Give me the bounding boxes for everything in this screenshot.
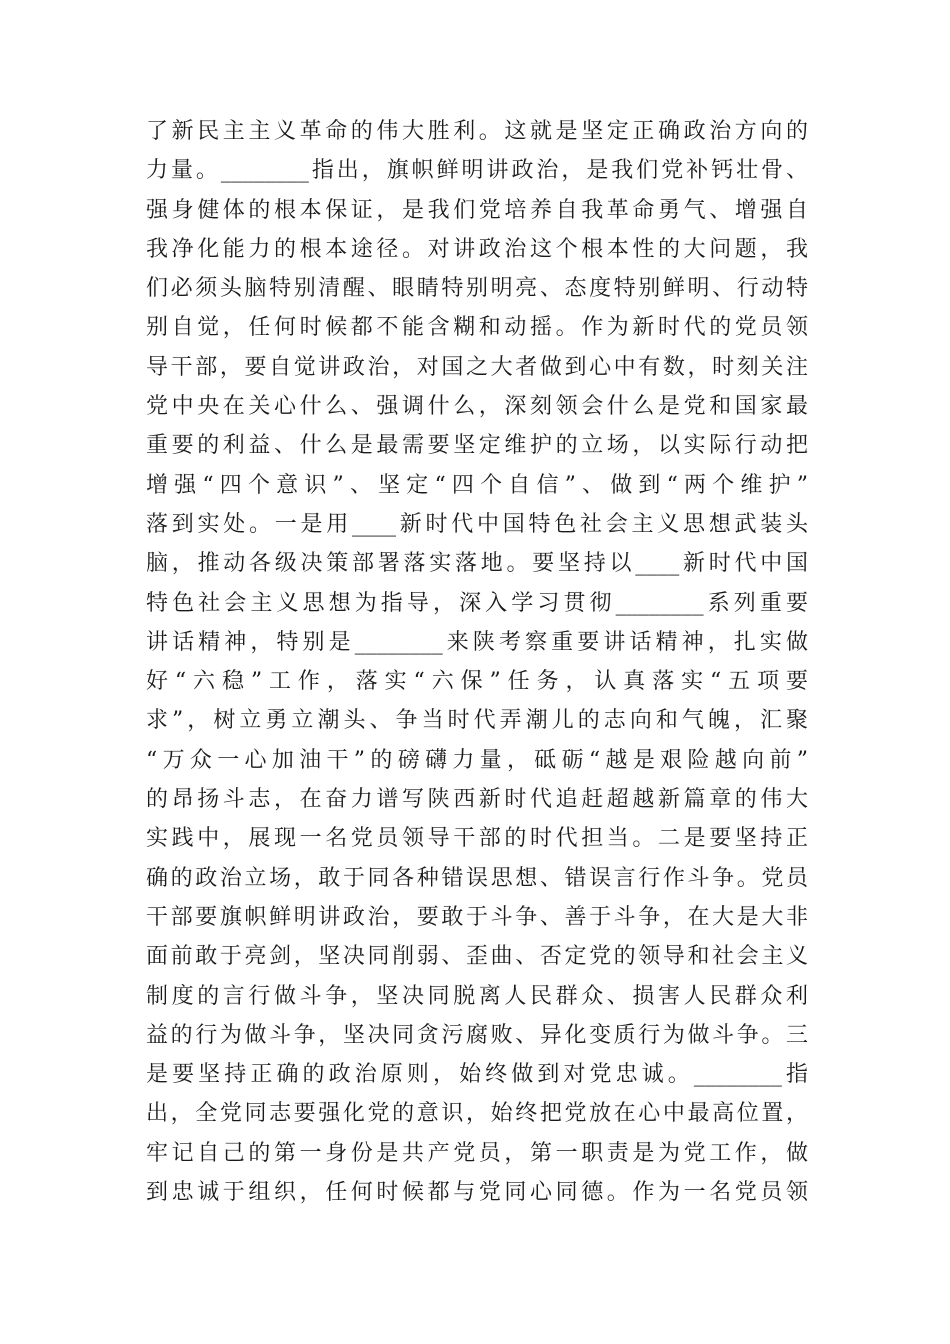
text-line: 重要的利益、什么是最需要坚定维护的立场，以实际行动把 [146,433,808,459]
text-line: 别自觉，任何时候都不能含糊和动摇。作为新时代的党员领 [146,315,808,341]
text-line: 导干部，要自觉讲政治，对国之大者做到心中有数，时刻关注 [146,354,808,380]
text-line: 面前敢于亮剑，坚决同削弱、歪曲、否定党的领导和社会主义 [146,944,808,970]
text-line: 脑，推动各级决策部署落实落地。要坚持以____新时代中国 [146,551,808,577]
text-line: 干部要旗帜鲜明讲政治，要敢于斗争、善于斗争，在大是大非 [146,904,808,930]
text-line: 党中央在关心什么、强调什么，深刻领会什么是党和国家最 [146,394,808,420]
text-line: 实践中，展现一名党员领导干部的时代担当。二是要坚持正 [146,826,808,852]
text-line: 们必须头脑特别清醒、眼睛特别明亮、态度特别鲜明、行动特 [146,276,808,302]
text-line: 特色社会主义思想为指导，深入学习贯彻________系列重要 [146,590,808,616]
text-line: 强身健体的根本保证，是我们党培养自我革命勇气、增强自 [146,197,808,223]
text-line: 牢记自己的第一身份是共产党员，第一职责是为党工作，做 [146,1140,808,1166]
text-line: 出，全党同志要强化党的意识，始终把党放在心中最高位置， [146,1101,808,1127]
text-line: 确的政治立场，敢于同各种错误思想、错误言行作斗争。党员 [146,865,808,891]
text-line: 讲话精神，特别是________来陕考察重要讲话精神，扎实做 [146,629,808,655]
text-line: 我净化能力的根本途径。对讲政治这个根本性的大问题，我 [146,236,808,262]
text-line: 力量。________指出，旗帜鲜明讲政治，是我们党补钙壮骨、 [146,158,808,184]
text-line: 增强“四个意识”、坚定“四个自信”、做到“两个维护” [146,472,808,498]
text-line: 落到实处。一是用____新时代中国特色社会主义思想武装头 [146,511,808,537]
text-line: 益的行为做斗争，坚决同贪污腐败、异化变质行为做斗争。三 [146,1022,808,1048]
body-text [146,112,808,1212]
text-line: 制度的言行做斗争，坚决同脱离人民群众、损害人民群众利 [146,983,808,1009]
text-line: 到忠诚于组织，任何时候都与党同心同德。作为一名党员领 [146,1180,808,1206]
text-line: 了新民主主义革命的伟大胜利。这就是坚定正确政治方向的 [146,119,808,144]
text-line: “万众一心加油干”的磅礴力量，砥砺“越是艰险越向前” [146,747,808,773]
text-line: 是要坚持正确的政治原则，始终做到对党忠诚。________指 [146,1062,808,1088]
text-line: 的昂扬斗志，在奋力谱写陕西新时代追赶超越新篇章的伟大 [146,787,808,813]
text-line: 求”，树立勇立潮头、争当时代弄潮儿的志向和气魄，汇聚 [146,708,808,734]
text-line: 好“六稳”工作，落实“六保”任务，认真落实“五项要 [146,669,808,695]
